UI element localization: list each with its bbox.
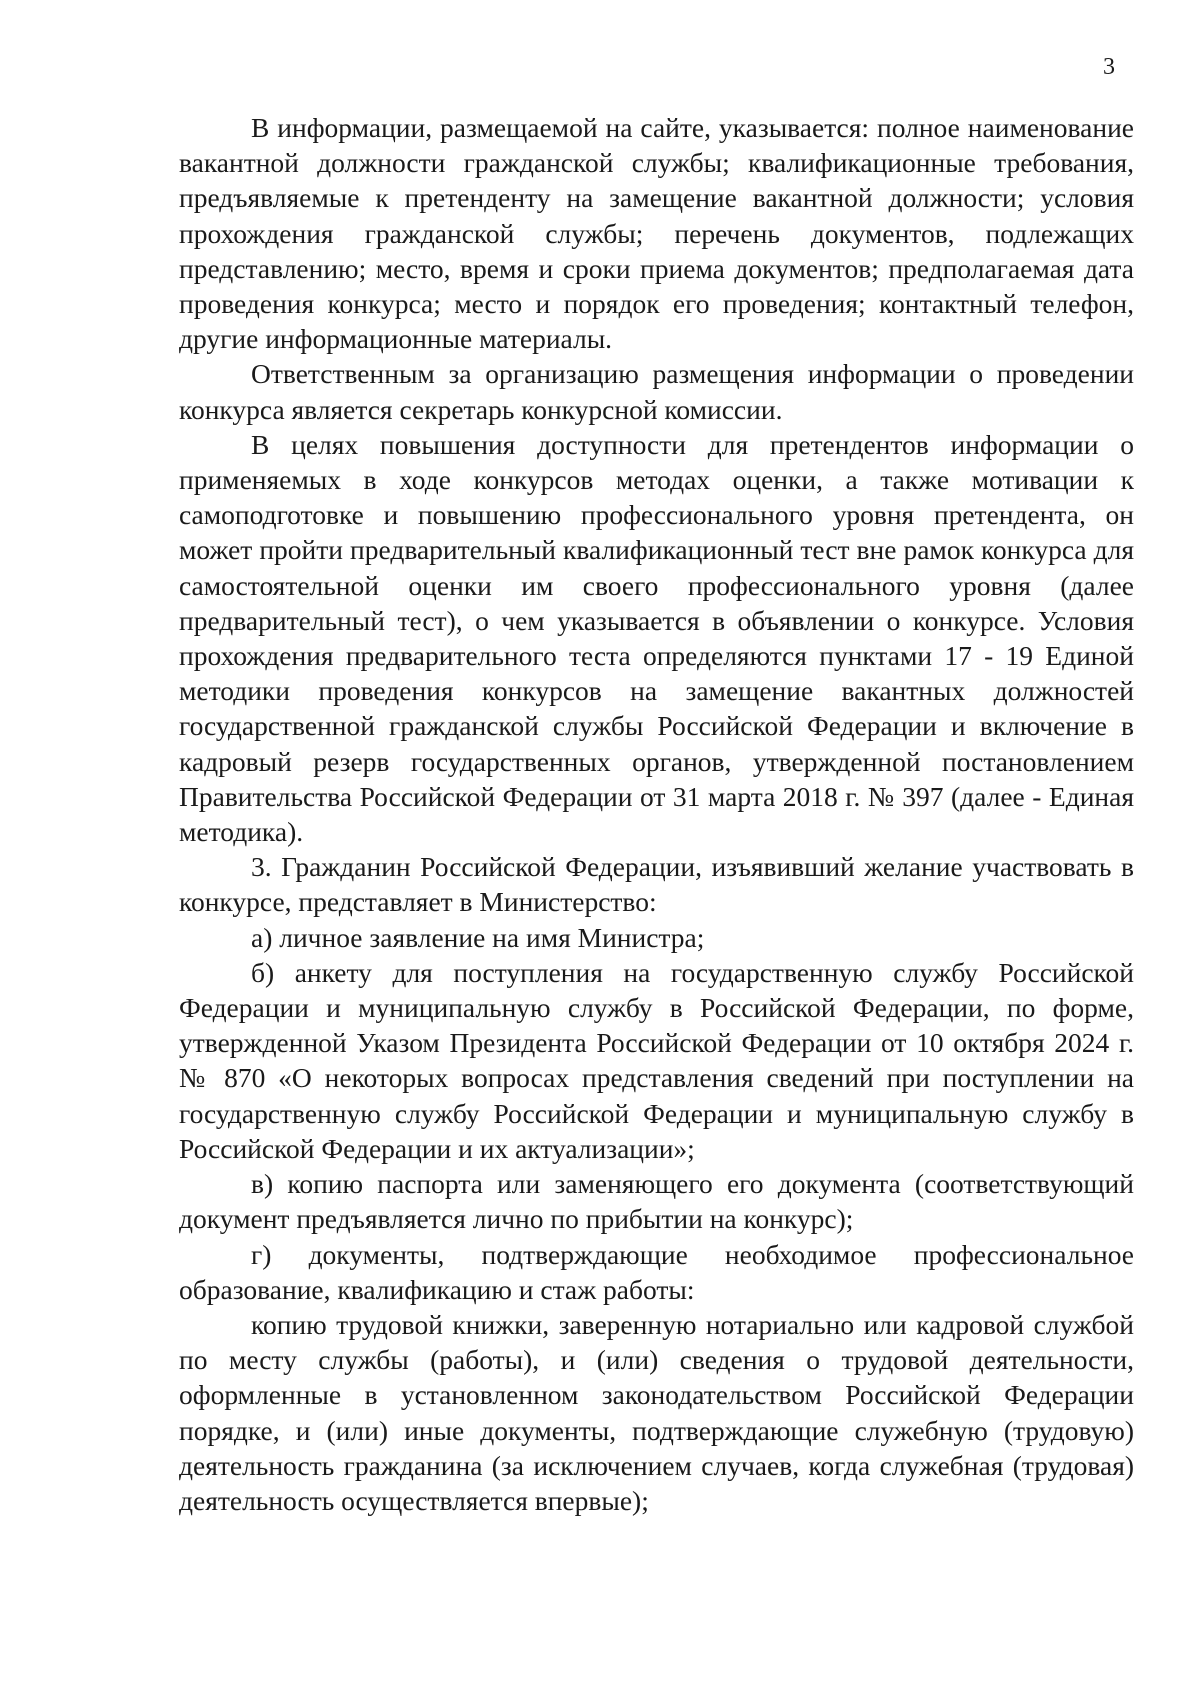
paragraph-item-b: б) анкету для поступления на государственную службу Российской Федерации и муниципальную службу в Российской Федерации, по форме, утвержденной Указом Президента Российской Федерации от 10 октября 2024 г. № 870 «О некоторых вопросах представления сведений при поступлении на государственную службу Российской Федерации и муниципальную службу в Российской Федерации и их актуализации»; <box>179 956 1134 1164</box>
paragraph-item-a: а) личное заявление на имя Министра; <box>251 921 705 953</box>
paragraph-employment-record: копию трудовой книжки, заверенную нотариально или кадровой службой по месту службы (работы), и (или) сведения о трудовой деятельности, оформленные в установленном законодательством Российской Федерации порядке, и (или) иные документы, подтверждающие служебную (трудовую) деятельность гражданина (за исключением случаев, когда служебная (трудовая) деятельность осуществляется впервые); <box>179 1308 1134 1516</box>
page-number: 3 <box>1103 54 1115 80</box>
paragraph-responsible-secretary: Ответственным за организацию размещения информации о проведении конкурса является секретарь конкурсной комиссии. <box>179 358 1134 425</box>
paragraph-item-g: г) документы, подтверждающие необходимое профессиональное образование, квалификацию и стаж работы: <box>179 1238 1134 1305</box>
paragraph-preliminary-test: В целях повышения доступности для претендентов информации о применяемых в ходе конкурсов методах оценки, а также мотивации к самоподготовке и повышению профессионального уровня претендента, он может пройти предварительный квалификационный тест вне рамок конкурса для самостоятельной оценки им своего профессионального уровня (далее предварительный тест), о чем указывается в объявлении о конкурсе. Условия прохождения предварительного теста определяются пунктами 17 - 19 Единой методики проведения конкурсов на замещение вакантных должностей государственной гражданской службы Российской Федерации и включение в кадровый резерв государственных органов, утвержденной постановлением Правительства Российской Федерации от 31 марта 2018 г. № 397 (далее - Единая методика). <box>179 428 1134 848</box>
paragraph-item-3: 3. Гражданин Российской Федерации, изъявивший желание участвовать в конкурсе, представляет в Министерство: <box>179 851 1134 918</box>
paragraph-site-information: В информации, размещаемой на сайте, указывается: полное наименование вакантной должности гражданской службы; квалификационные требования, предъявляемые к претенденту на замещение вакантной должности; условия прохождения гражданской службы; перечень документов, подлежащих представлению; место, время и сроки приема документов; предполагаемая дата проведения конкурса; место и порядок его проведения; контактный телефон, другие информационные материалы. <box>179 112 1134 355</box>
document-body <box>179 110 1134 1518</box>
paragraph-item-v: в) копию паспорта или заменяющего его документа (соответствующий документ предъявляется лично по прибытии на конкурс); <box>179 1168 1134 1235</box>
